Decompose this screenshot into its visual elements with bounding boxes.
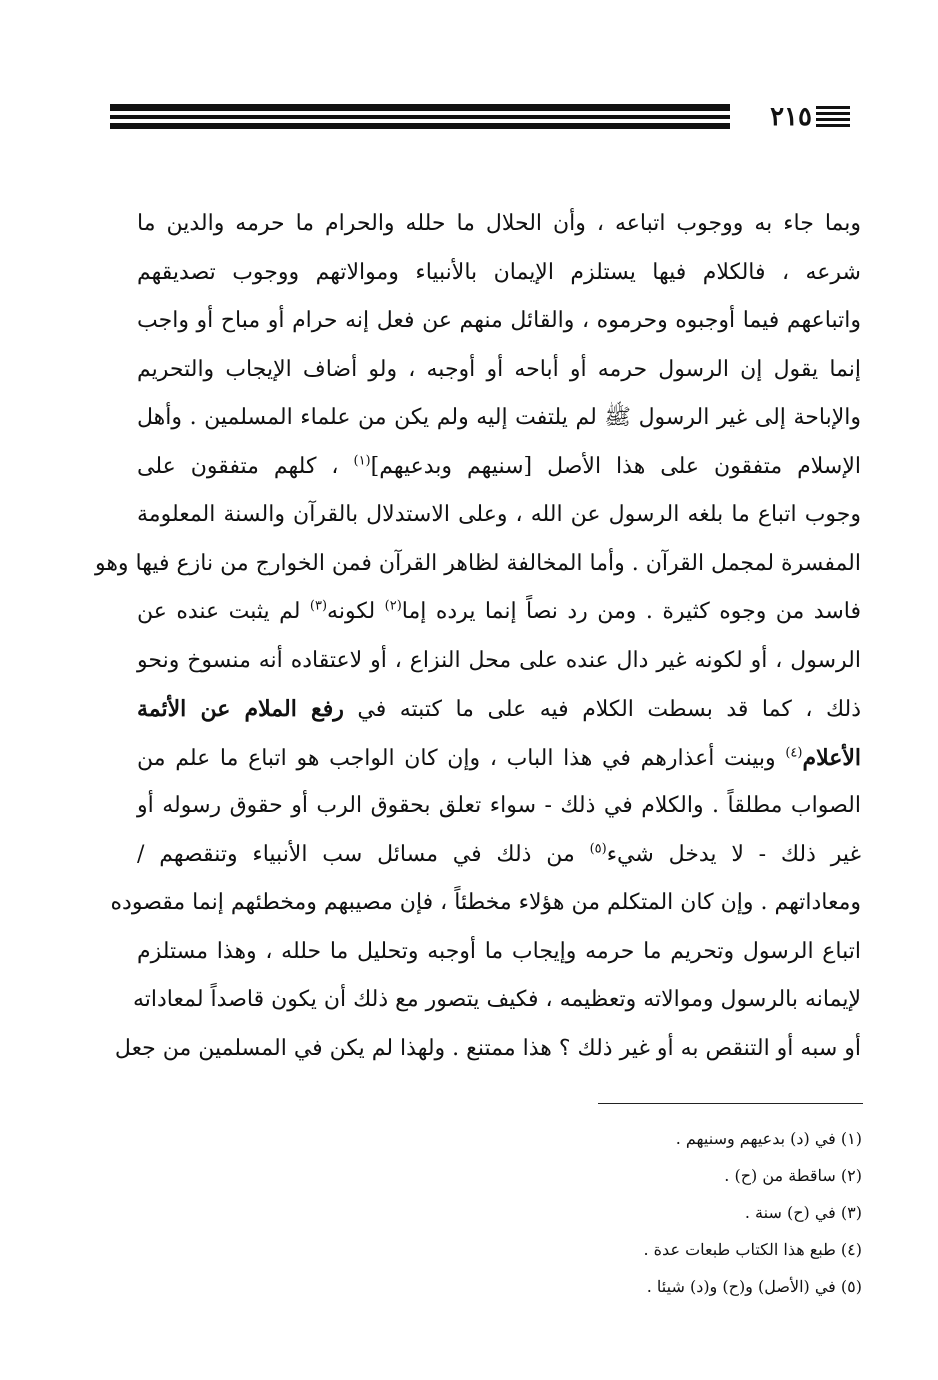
text-line: والإباحة إلى غير الرسول ﷺ لم يلتفت إليه ولم يكن من علماء المسلمين . وأهل <box>137 405 861 430</box>
header-rule-right-line <box>816 124 850 127</box>
header-rule-right-line <box>816 118 850 121</box>
text-line: ومعاداتهم . وإن كان المتكلم من هؤلاء مخطئاً ، فإن مصيبهم ومخطئهم إنما مقصوده <box>110 890 861 915</box>
text-line <box>137 685 861 734</box>
text-run: لكونه <box>327 599 385 624</box>
text-run: ذلك ، كما قد بسطت الكلام فيه على ما كتبته في <box>343 697 861 722</box>
text-line: واتباعهم فيما أوجبوه وحرموه ، والقائل منهم عن فعل إنه حرام أو مباح أو واجب <box>137 308 861 333</box>
footnote-ref: (٣) <box>309 598 328 614</box>
header-rule-thick <box>110 104 730 111</box>
text-line: المفسرة لمجمل القرآن . وأما المخالفة لظاهر القرآن فمن الخوارج من نازع فيها وهو <box>94 550 861 576</box>
text-line: إنما يقول إن الرسول حرمه أو أباحه أو أوجبه ، ولو أضاف الإيجاب والتحريم <box>137 356 861 382</box>
text-line: أو سبه أو التنقص به أو غير ذلك ؟ هذا ممتنع . ولهذا لم يكن في المسلمين من جعل <box>114 1035 861 1061</box>
text-line: شرعه ، فالكلام فيها يستلزم الإيمان بالأنبياء وموالاتهم ووجوب تصديقهم <box>137 259 861 285</box>
text-run: ، كلهم متفقون على <box>137 453 354 479</box>
footnote: (٢) ساقطة من (ح) . <box>724 1166 862 1185</box>
header-rule-right-line <box>816 106 850 109</box>
header-rule-medium <box>110 115 730 119</box>
text-line <box>137 588 861 637</box>
footnote: (٣) في (ح) سنة . <box>744 1203 862 1222</box>
text-run: لم يثبت عنده عن <box>137 599 310 624</box>
header-rule-right-line <box>816 112 850 115</box>
header-rule-right <box>816 104 850 130</box>
book-title: رفع الملام عن الأئمة <box>137 696 344 722</box>
text-run: غير ذلك - لا يدخل شيء <box>606 841 861 867</box>
footnote-separator <box>598 1103 863 1104</box>
book-title: الأعلام <box>802 744 861 771</box>
main-text <box>94 200 862 1073</box>
page-header <box>110 100 850 134</box>
footnote-ref: (٢) <box>384 598 402 614</box>
footnote-ref: (١) <box>353 453 371 469</box>
text-line: الرسول ، أو لكونه غير دال عنده على محل النزاع ، أو لاعتقاده أنه منسوخ ونحو <box>137 647 861 673</box>
header-rule-thick-lower <box>110 123 730 129</box>
footnote: (١) في (د) بدعيهم وسنيهم . <box>675 1129 862 1148</box>
text-line: وبما جاء به ووجوب اتباعه ، وأن الحلال ما حلله والحرام ما حرمه والدين ما <box>137 211 861 236</box>
text-line <box>137 831 861 880</box>
footnote-ref: (٤) <box>785 745 803 761</box>
footnotes <box>162 1120 862 1305</box>
text-line: الصواب مطلقاً . والكلام في ذلك - سواء تعلق بحقوق الرب أو حقوق رسوله أو <box>137 793 861 818</box>
text-run: وبينت أعذارهم في هذا الباب ، وإن كان الواجب هو اتباع ما علم من <box>137 745 786 771</box>
text-run: من ذلك في مسائل سب الأنبياء وتنقصهم / <box>137 841 590 867</box>
text-line: لإيمانه بالرسول وموالاته وتعظيمه ، فكيف يتصور مع ذلك أن يكون قاصداً لمعاداته <box>132 987 861 1012</box>
text-run: الإسلام متفقون على هذا الأصل [سنيهم وبدعيهم] <box>370 453 862 479</box>
text-line: اتباع الرسول وتحريم ما حرمه وإيجاب ما أوجبه وتحليل ما حلله ، وهذا مستلزم <box>137 938 861 964</box>
footnote: (٤) طبع هذا الكتاب طبعات عدة . <box>643 1240 862 1259</box>
text-line <box>137 734 861 783</box>
text-line <box>137 443 861 492</box>
footnote: (٥) في (الأصل) و(ح) و(د) شيئا . <box>646 1277 862 1296</box>
header-rule-left <box>110 100 730 134</box>
footnote-ref: (٥) <box>589 841 607 857</box>
text-run: فاسد من وجوه كثيرة . ومن رد نصاً إنما يرده إما <box>401 599 861 624</box>
page-number: ٢١٥ <box>770 102 812 132</box>
text-line: وجوب اتباع ما بلغه الرسول عن الله ، وعلى الاستدلال بالقرآن والسنة المعلومة <box>137 502 861 527</box>
